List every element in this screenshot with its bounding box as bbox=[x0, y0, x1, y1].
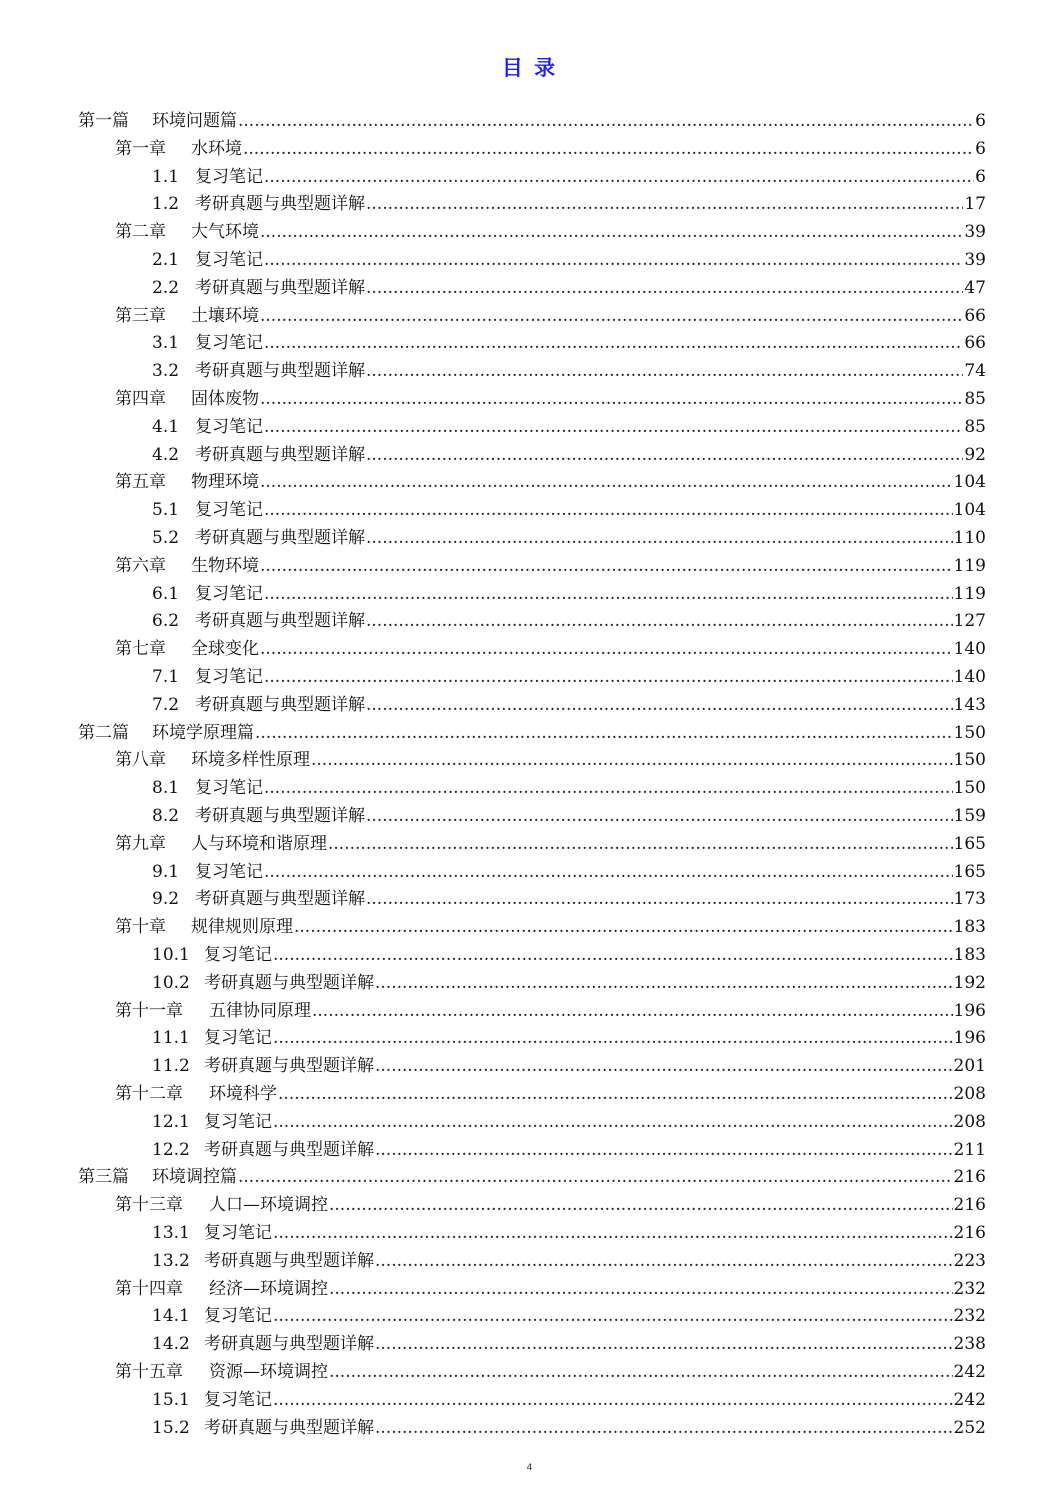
toc-entry[interactable] bbox=[152, 496, 986, 524]
toc-entry-page: 211 bbox=[953, 1139, 986, 1160]
dot-leader bbox=[273, 1024, 953, 1052]
toc-entry-page: 232 bbox=[953, 1306, 986, 1327]
toc-entry[interactable] bbox=[78, 719, 986, 747]
toc-entry-number: 15.2 bbox=[152, 1417, 190, 1438]
dot-leader bbox=[273, 1108, 953, 1136]
toc-entry-page: 201 bbox=[953, 1056, 986, 1077]
dot-leader bbox=[238, 107, 974, 135]
toc-entry-number: 2.1 bbox=[152, 250, 180, 270]
toc-entry[interactable] bbox=[115, 830, 986, 858]
toc-entry-page: 216 bbox=[953, 1195, 986, 1216]
dot-leader bbox=[278, 1080, 953, 1108]
toc-entry-title: 考研真题与典型题详解 bbox=[195, 528, 365, 548]
toc-entry-number: 10.2 bbox=[152, 972, 190, 993]
toc-entry[interactable] bbox=[152, 1386, 986, 1414]
toc-entry[interactable] bbox=[152, 941, 986, 969]
toc-entry-title: 人口—环境调控 bbox=[209, 1195, 328, 1216]
toc-entry-number: 14.1 bbox=[152, 1306, 190, 1327]
dot-leader bbox=[366, 357, 963, 385]
dot-leader bbox=[238, 1163, 953, 1191]
dot-leader bbox=[366, 524, 953, 552]
toc-entry-page: 216 bbox=[953, 1167, 986, 1188]
toc-entry-number: 第十一章 bbox=[115, 1000, 183, 1021]
toc-entry-page: 150 bbox=[953, 750, 986, 771]
toc-entry-page: 242 bbox=[953, 1362, 986, 1382]
toc-entry-title: 考研真题与典型题详解 bbox=[195, 806, 365, 826]
toc-entry[interactable] bbox=[152, 774, 986, 802]
dot-leader bbox=[366, 607, 953, 635]
toc-entry-number: 第十二章 bbox=[115, 1084, 183, 1104]
dot-leader bbox=[311, 746, 953, 774]
toc-entry-page: 140 bbox=[953, 667, 986, 687]
toc-entry-title: 考研真题与典型题详解 bbox=[204, 1417, 374, 1438]
toc-entry-page: 242 bbox=[953, 1389, 986, 1410]
toc-entry-number: 4.1 bbox=[152, 416, 180, 437]
dot-leader bbox=[273, 1386, 953, 1414]
toc-entry-title: 复习笔记 bbox=[195, 861, 263, 882]
toc-entry-title: 考研真题与典型题详解 bbox=[195, 194, 365, 215]
toc-entry-title: 考研真题与典型题详解 bbox=[195, 277, 365, 298]
toc-entry-title: 固体废物 bbox=[191, 389, 259, 409]
toc-entry[interactable] bbox=[115, 1358, 986, 1386]
toc-entry-number: 第四章 bbox=[115, 389, 166, 409]
toc-entry-page: 39 bbox=[964, 250, 986, 270]
toc-entry-number: 第六章 bbox=[115, 555, 166, 576]
toc-entry-title: 考研真题与典型题详解 bbox=[204, 1250, 374, 1271]
toc-entry[interactable] bbox=[115, 468, 986, 496]
toc-entry[interactable] bbox=[152, 1024, 986, 1052]
toc-entry-title: 复习笔记 bbox=[195, 583, 263, 604]
dot-leader bbox=[375, 969, 953, 997]
toc-entry-number: 第五章 bbox=[115, 472, 166, 493]
toc-entry[interactable] bbox=[152, 1302, 986, 1330]
toc-entry-title: 物理环境 bbox=[191, 472, 259, 493]
dot-leader bbox=[243, 135, 974, 163]
toc-entry[interactable] bbox=[152, 885, 986, 913]
dot-leader bbox=[260, 302, 963, 330]
toc-entry-title: 考研真题与典型题详解 bbox=[195, 444, 365, 465]
toc-entry[interactable] bbox=[152, 246, 986, 274]
toc-entry-number: 10.1 bbox=[152, 945, 190, 965]
dot-leader bbox=[264, 496, 953, 524]
toc-entry-number: 9.1 bbox=[152, 861, 180, 882]
toc-entry[interactable] bbox=[115, 746, 986, 774]
toc-entry-title: 全球变化 bbox=[191, 639, 259, 660]
toc-entry-number: 第十章 bbox=[115, 917, 166, 938]
toc-entry[interactable] bbox=[152, 663, 986, 691]
dot-leader bbox=[260, 218, 963, 246]
toc-entry-title: 考研真题与典型题详解 bbox=[204, 1334, 374, 1355]
toc-entry-number: 13.2 bbox=[152, 1250, 190, 1271]
toc-entry-title: 经济—环境调控 bbox=[209, 1278, 328, 1299]
toc-entry-number: 1.2 bbox=[152, 194, 180, 215]
toc-entry[interactable] bbox=[152, 580, 986, 608]
toc-entry-number: 11.2 bbox=[152, 1056, 190, 1077]
toc-entry-number: 12.1 bbox=[152, 1111, 190, 1132]
toc-entry-number: 14.2 bbox=[152, 1334, 190, 1355]
toc-entry-title: 复习笔记 bbox=[204, 1028, 272, 1049]
toc-entry-page: 183 bbox=[953, 945, 986, 965]
toc-entry-page: 85 bbox=[964, 389, 986, 409]
dot-leader bbox=[273, 941, 953, 969]
dot-leader bbox=[366, 885, 953, 913]
dot-leader bbox=[264, 413, 963, 441]
page-number: 4 bbox=[526, 1463, 533, 1473]
toc-entry-page: 140 bbox=[953, 639, 986, 660]
toc-entry-number: 第十三章 bbox=[115, 1195, 183, 1216]
toc-entry-page: 196 bbox=[953, 1028, 986, 1049]
dot-leader bbox=[366, 441, 963, 469]
toc-entry[interactable] bbox=[115, 913, 986, 941]
toc-entry[interactable] bbox=[152, 1247, 986, 1275]
dot-leader bbox=[329, 1358, 953, 1386]
toc-entry-page: 208 bbox=[953, 1084, 986, 1104]
toc-entry-number: 11.1 bbox=[152, 1028, 190, 1049]
toc-entry-title: 生物环境 bbox=[191, 555, 259, 576]
toc-entry[interactable] bbox=[115, 1080, 986, 1108]
toc-entry[interactable] bbox=[115, 385, 986, 413]
toc-entry[interactable] bbox=[152, 190, 986, 218]
toc-entry-title: 环境问题篇 bbox=[152, 111, 237, 131]
toc-entry-page: 252 bbox=[953, 1417, 986, 1438]
toc-entry-page: 173 bbox=[953, 889, 986, 910]
toc-entry[interactable] bbox=[152, 1108, 986, 1136]
dot-leader bbox=[294, 913, 953, 941]
toc-entry-title: 复习笔记 bbox=[195, 333, 263, 354]
toc-entry-title: 资源—环境调控 bbox=[209, 1362, 328, 1382]
toc-entry[interactable] bbox=[152, 858, 986, 886]
toc-entry-number: 5.2 bbox=[152, 528, 180, 548]
toc-entry-page: 92 bbox=[964, 444, 986, 465]
toc-entry[interactable] bbox=[115, 1275, 986, 1303]
toc-entry-page: 150 bbox=[953, 722, 986, 743]
toc-entry[interactable] bbox=[152, 524, 986, 552]
toc-entry-page: 183 bbox=[953, 917, 986, 938]
toc-entry-number: 6.2 bbox=[152, 611, 180, 632]
toc-entry-number: 第三篇 bbox=[78, 1167, 129, 1188]
dot-leader bbox=[375, 1052, 953, 1080]
toc-entry[interactable] bbox=[115, 552, 986, 580]
toc-entry-title: 环境多样性原理 bbox=[191, 750, 310, 771]
toc-entry-number: 7.2 bbox=[152, 694, 180, 715]
toc-entry-title: 复习笔记 bbox=[204, 1389, 272, 1410]
dot-leader bbox=[375, 1414, 953, 1442]
toc-entry-title: 大气环境 bbox=[191, 222, 259, 243]
toc-entry-title: 环境调控篇 bbox=[152, 1167, 237, 1188]
toc-entry-number: 第十四章 bbox=[115, 1278, 183, 1299]
toc-entry[interactable] bbox=[115, 997, 986, 1025]
toc-entry-page: 165 bbox=[953, 861, 986, 882]
toc-entry-page: 39 bbox=[964, 222, 986, 243]
toc-entry-page: 17 bbox=[964, 194, 986, 215]
toc-entry-page: 6 bbox=[975, 138, 986, 159]
dot-leader bbox=[366, 190, 963, 218]
toc-entry[interactable] bbox=[115, 1191, 986, 1219]
toc-entry-title: 复习笔记 bbox=[195, 416, 263, 437]
toc-entry-page: 150 bbox=[953, 778, 986, 799]
toc-entry-page: 104 bbox=[953, 472, 986, 493]
toc-entry-page: 208 bbox=[953, 1111, 986, 1132]
dot-leader bbox=[260, 468, 953, 496]
toc-entry-page: 192 bbox=[953, 972, 986, 993]
toc-entry-number: 12.2 bbox=[152, 1139, 190, 1160]
toc-entry[interactable] bbox=[152, 413, 986, 441]
toc-entry-number: 第一章 bbox=[115, 138, 166, 159]
dot-leader bbox=[329, 1191, 953, 1219]
toc-entry-page: 74 bbox=[964, 361, 986, 382]
dot-leader bbox=[264, 246, 963, 274]
toc-entry-title: 考研真题与典型题详解 bbox=[195, 889, 365, 910]
toc-entry[interactable] bbox=[78, 1163, 986, 1191]
dot-leader bbox=[366, 691, 953, 719]
toc-entry[interactable] bbox=[152, 357, 986, 385]
dot-leader bbox=[255, 719, 953, 747]
page-title: 目 录 bbox=[501, 56, 558, 80]
toc-entry-title: 人与环境和谐原理 bbox=[191, 833, 327, 854]
toc-entry[interactable] bbox=[152, 1052, 986, 1080]
toc-entry-page: 127 bbox=[953, 611, 986, 632]
toc-entry-page: 66 bbox=[964, 333, 986, 354]
toc-entry-title: 五律协同原理 bbox=[209, 1000, 311, 1021]
toc-entry-page: 119 bbox=[953, 583, 986, 604]
toc-entry-number: 5.1 bbox=[152, 500, 180, 521]
toc-entry-number: 3.1 bbox=[152, 333, 180, 354]
dot-leader bbox=[375, 1136, 953, 1164]
toc-entry-page: 238 bbox=[953, 1334, 986, 1355]
toc-entry-number: 第二章 bbox=[115, 222, 166, 243]
toc-entry-title: 土壤环境 bbox=[191, 305, 259, 326]
toc-entry-page: 47 bbox=[964, 277, 986, 298]
dot-leader bbox=[328, 830, 953, 858]
toc-entry-title: 复习笔记 bbox=[195, 778, 263, 799]
toc-entry-page: 143 bbox=[953, 694, 986, 715]
toc-entry-number: 第二篇 bbox=[78, 722, 129, 743]
toc-entry-title: 复习笔记 bbox=[204, 1111, 272, 1132]
toc-entry[interactable] bbox=[152, 691, 986, 719]
toc-entry-page: 85 bbox=[964, 416, 986, 437]
toc-entry-page: 165 bbox=[953, 833, 986, 854]
dot-leader bbox=[375, 1330, 953, 1358]
dot-leader bbox=[264, 858, 953, 886]
toc-entry-title: 复习笔记 bbox=[195, 667, 263, 687]
toc-entry-page: 6 bbox=[975, 111, 986, 131]
toc-entry-page: 223 bbox=[953, 1250, 986, 1271]
dot-leader bbox=[264, 163, 974, 191]
toc-entry[interactable] bbox=[152, 969, 986, 997]
dot-leader bbox=[366, 274, 963, 302]
toc-entry-number: 8.1 bbox=[152, 778, 180, 799]
toc-entry-page: 104 bbox=[953, 500, 986, 521]
toc-entry-title: 复习笔记 bbox=[195, 166, 263, 187]
toc-entry-number: 15.1 bbox=[152, 1389, 190, 1410]
toc-entry-title: 考研真题与典型题详解 bbox=[204, 1139, 374, 1160]
toc-entry-title: 水环境 bbox=[191, 138, 242, 159]
toc-entry-title: 复习笔记 bbox=[204, 1306, 272, 1327]
toc-entry[interactable] bbox=[115, 135, 986, 163]
toc-entry-number: 第七章 bbox=[115, 639, 166, 660]
dot-leader bbox=[260, 385, 963, 413]
toc-entry-page: 119 bbox=[953, 555, 986, 576]
dot-leader bbox=[366, 802, 953, 830]
toc-entry[interactable] bbox=[152, 1136, 986, 1164]
toc-entry-number: 4.2 bbox=[152, 444, 180, 465]
toc-entry-number: 第九章 bbox=[115, 833, 166, 854]
toc-entry-title: 复习笔记 bbox=[195, 500, 263, 521]
dot-leader bbox=[312, 997, 953, 1025]
toc-entry-page: 6 bbox=[975, 166, 986, 187]
toc-entry-number: 8.2 bbox=[152, 806, 180, 826]
toc-entry-number: 6.1 bbox=[152, 583, 180, 604]
toc-entry[interactable] bbox=[152, 607, 986, 635]
toc-entry-page: 216 bbox=[953, 1223, 986, 1243]
toc-entry-page: 159 bbox=[953, 806, 986, 826]
dot-leader bbox=[264, 580, 953, 608]
toc-entry[interactable] bbox=[152, 163, 986, 191]
dot-leader bbox=[375, 1247, 953, 1275]
dot-leader bbox=[260, 635, 953, 663]
toc-entry[interactable] bbox=[152, 441, 986, 469]
toc-entry[interactable] bbox=[78, 107, 986, 135]
toc-entry-number: 9.2 bbox=[152, 889, 180, 910]
toc-entry-title: 复习笔记 bbox=[204, 1223, 272, 1243]
toc-entry-title: 环境学原理篇 bbox=[152, 722, 254, 743]
toc-entry-title: 考研真题与典型题详解 bbox=[195, 361, 365, 382]
toc-entry-number: 1.1 bbox=[152, 166, 180, 187]
toc-entry-title: 规律规则原理 bbox=[191, 917, 293, 938]
dot-leader bbox=[329, 1275, 953, 1303]
toc-entry[interactable] bbox=[115, 218, 986, 246]
toc-entry-number: 第八章 bbox=[115, 750, 166, 771]
toc-entry[interactable] bbox=[115, 635, 986, 663]
toc-entry[interactable] bbox=[152, 1330, 986, 1358]
toc-entry-number: 第一篇 bbox=[78, 111, 129, 131]
toc-entry-number: 2.2 bbox=[152, 277, 180, 298]
toc-entry-number: 7.1 bbox=[152, 667, 180, 687]
toc-entry-title: 考研真题与典型题详解 bbox=[195, 694, 365, 715]
dot-leader bbox=[264, 663, 953, 691]
dot-leader bbox=[260, 552, 953, 580]
toc-entry[interactable] bbox=[152, 1219, 986, 1247]
toc-entry-page: 110 bbox=[953, 528, 986, 548]
toc-entry-title: 复习笔记 bbox=[195, 250, 263, 270]
toc-entry-title: 环境科学 bbox=[209, 1084, 277, 1104]
toc-entry[interactable] bbox=[152, 1414, 986, 1442]
toc-entry-title: 考研真题与典型题详解 bbox=[195, 611, 365, 632]
toc-entry-page: 196 bbox=[953, 1000, 986, 1021]
toc-entry[interactable] bbox=[115, 302, 986, 330]
toc-entry[interactable] bbox=[152, 329, 986, 357]
toc-entry-number: 第十五章 bbox=[115, 1362, 183, 1382]
toc-entry-number: 13.1 bbox=[152, 1223, 190, 1243]
dot-leader bbox=[264, 774, 953, 802]
toc-entry-page: 232 bbox=[953, 1278, 986, 1299]
toc-entry[interactable] bbox=[152, 802, 986, 830]
dot-leader bbox=[273, 1219, 953, 1247]
toc-entry-title: 复习笔记 bbox=[204, 945, 272, 965]
toc-entry-number: 第三章 bbox=[115, 305, 166, 326]
toc-entry[interactable] bbox=[152, 274, 986, 302]
toc-entry-title: 考研真题与典型题详解 bbox=[204, 972, 374, 993]
toc-entry-page: 66 bbox=[964, 305, 986, 326]
dot-leader bbox=[273, 1302, 953, 1330]
dot-leader bbox=[264, 329, 963, 357]
toc-entry-number: 3.2 bbox=[152, 361, 180, 382]
toc-entry-title: 考研真题与典型题详解 bbox=[204, 1056, 374, 1077]
